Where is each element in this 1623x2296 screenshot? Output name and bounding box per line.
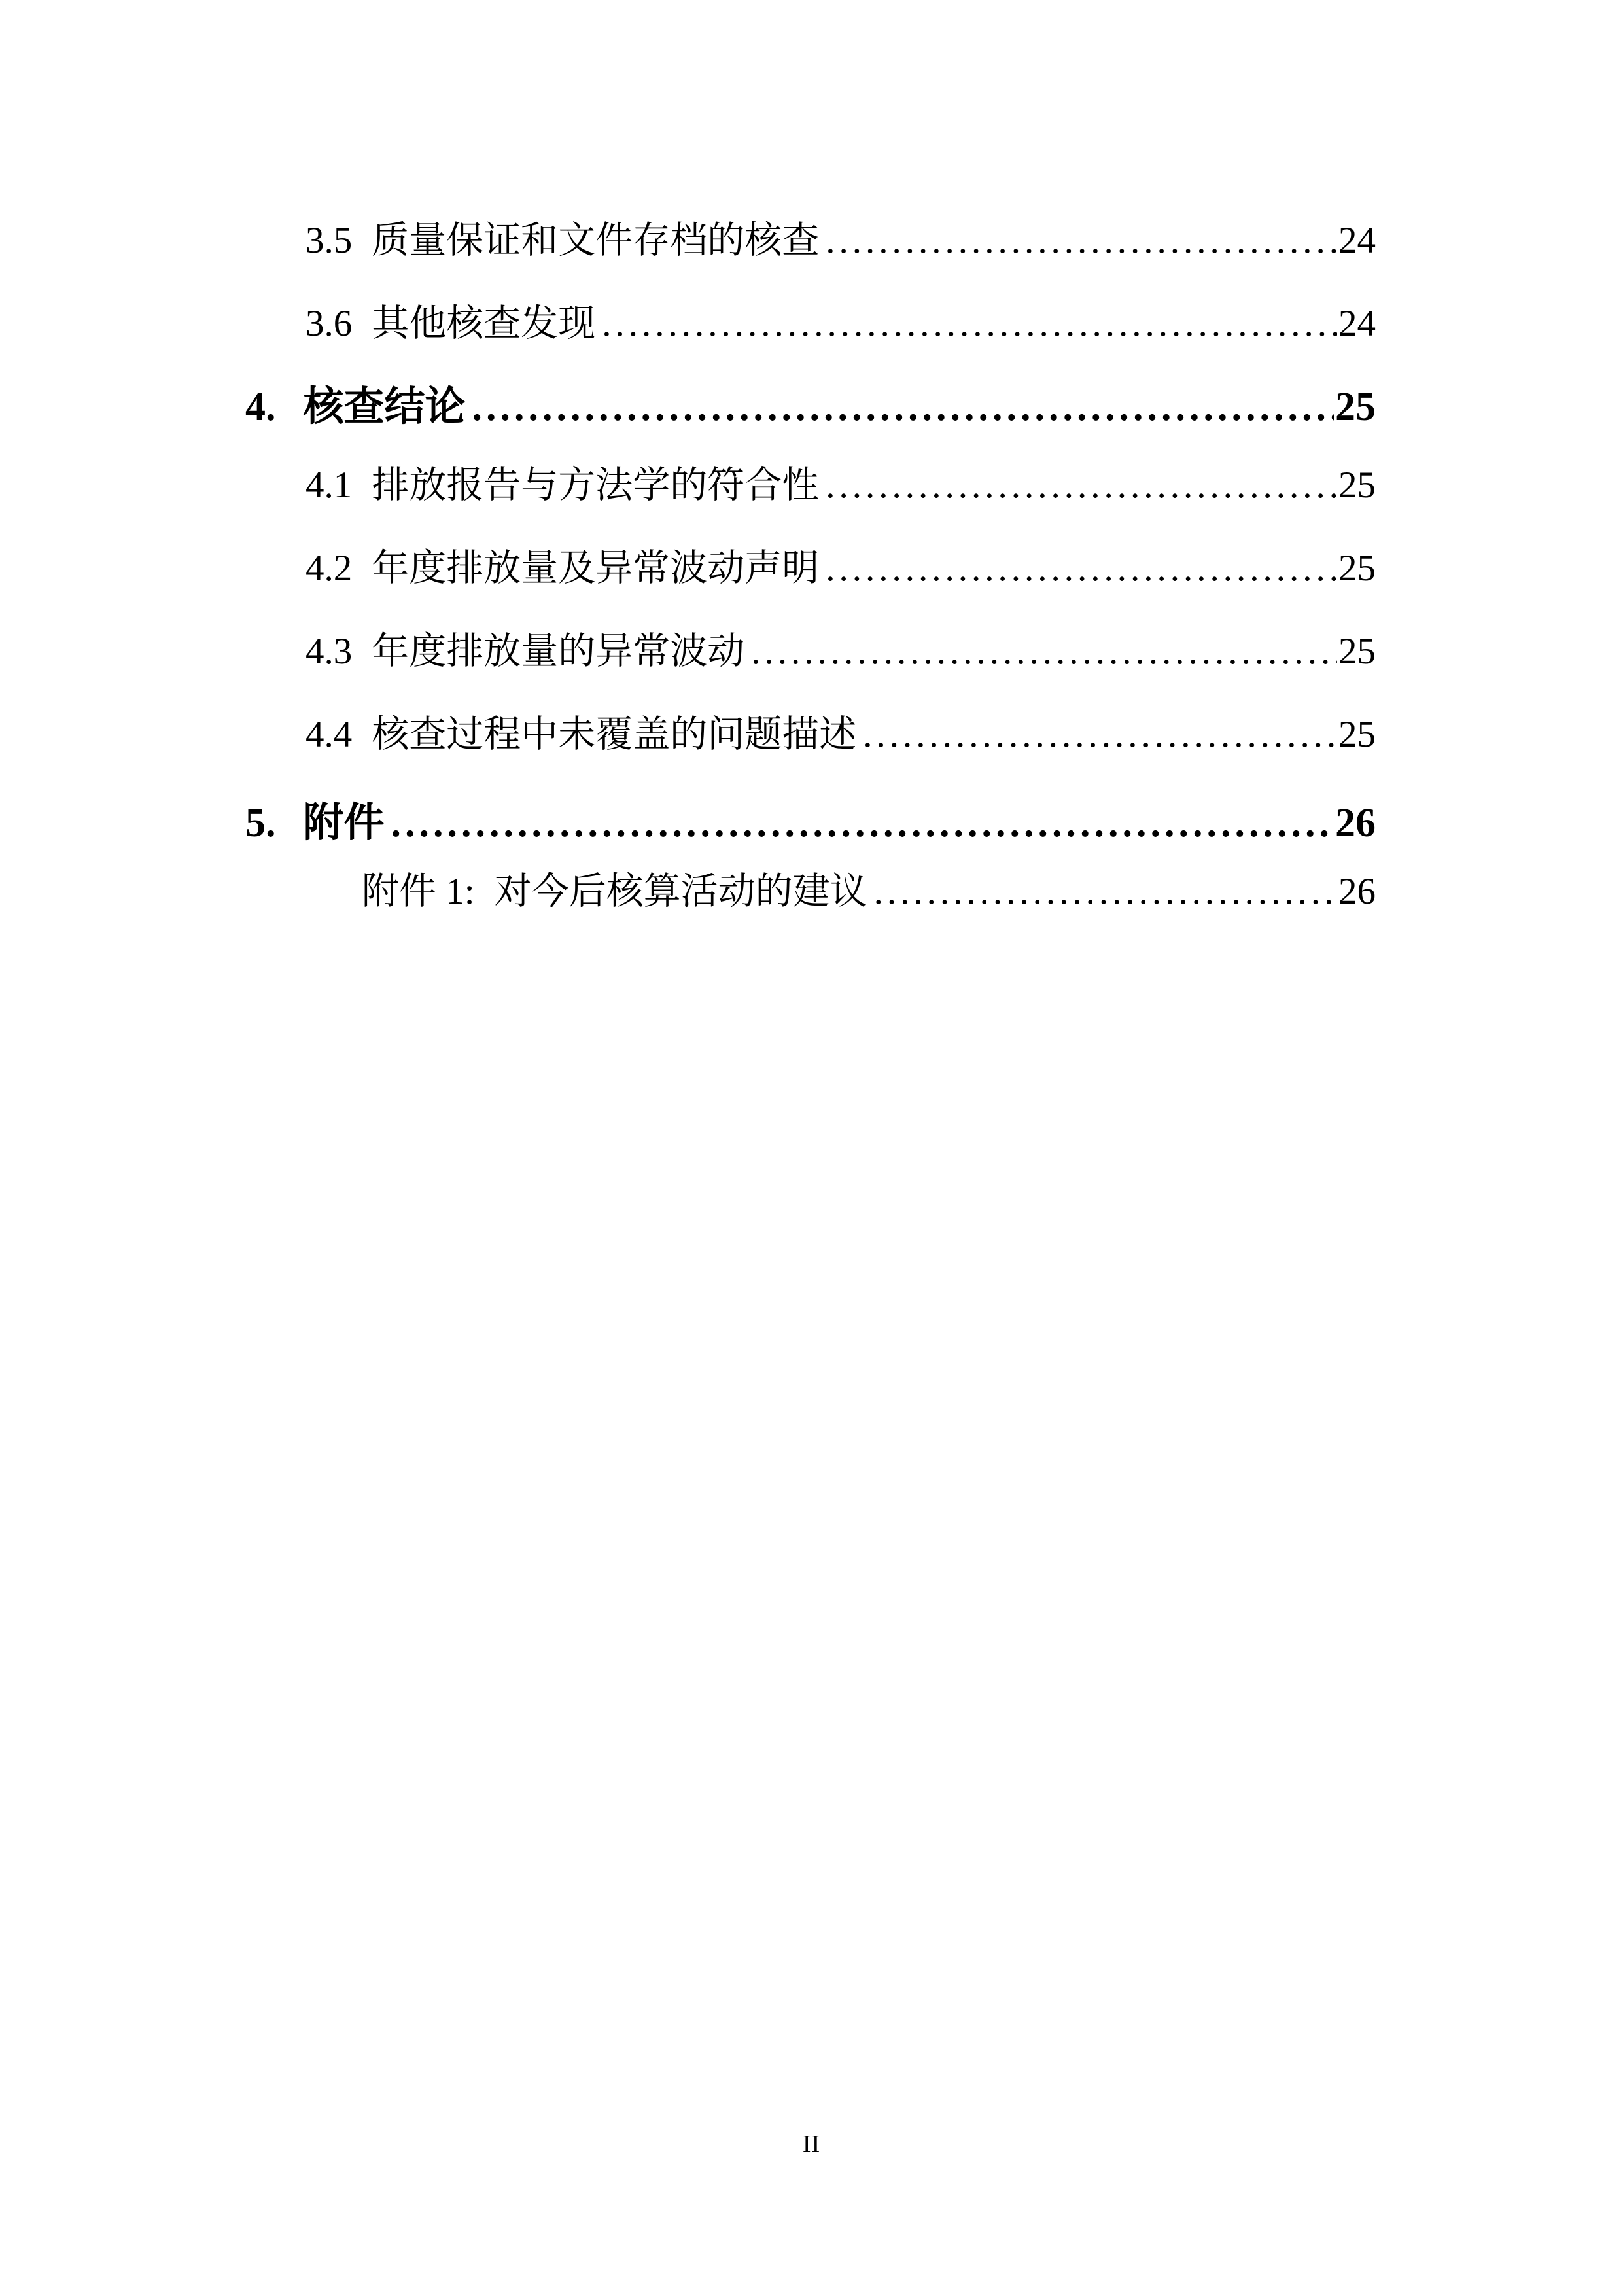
toc-entry-title: 质量保证和文件存档的核查 — [372, 220, 820, 261]
toc-entry-number: 5. — [245, 801, 276, 845]
toc-entry-number: 4.4 — [305, 714, 353, 755]
toc-entry-title: 核查结论 — [303, 385, 466, 429]
dot-leader — [751, 622, 1337, 681]
toc-entry-5[interactable] — [245, 794, 1376, 853]
toc-entry-number: 附件 1: — [362, 871, 475, 912]
toc-page-number: 25 — [1335, 385, 1376, 429]
table-of-contents — [245, 211, 1376, 921]
toc-page-number: 26 — [1338, 871, 1376, 912]
toc-entry-4-2[interactable] — [245, 539, 1376, 598]
toc-page-number: 24 — [1338, 220, 1376, 261]
toc-page-number: 25 — [1338, 548, 1376, 589]
toc-entry-title: 年度排放量及异常波动声明 — [372, 548, 820, 589]
toc-entry-title: 排放报告与方法学的符合性 — [372, 465, 820, 506]
toc-entry-number: 4.3 — [305, 631, 353, 672]
toc-entry-number: 3.5 — [305, 220, 353, 261]
toc-entry-4-4[interactable] — [245, 705, 1376, 764]
dot-leader — [391, 794, 1334, 853]
toc-entry-title: 对今后核算活动的建议 — [494, 871, 867, 912]
toc-entry-number: 4.1 — [305, 465, 353, 506]
toc-entry-3-6[interactable] — [245, 294, 1376, 353]
toc-page-number: 24 — [1338, 303, 1376, 344]
footer-page-number: II — [802, 2130, 821, 2158]
toc-page-number: 25 — [1338, 465, 1376, 506]
dot-leader — [874, 862, 1337, 921]
toc-page-number: 26 — [1335, 801, 1376, 845]
toc-entry-title: 其他核查发现 — [372, 303, 596, 344]
dot-leader — [826, 211, 1337, 270]
dot-leader — [863, 705, 1337, 764]
toc-page-number: 25 — [1338, 714, 1376, 755]
toc-entry-number: 3.6 — [305, 303, 353, 344]
toc-entry-appendix-1[interactable] — [245, 862, 1376, 921]
dot-leader — [826, 456, 1337, 515]
toc-entry-number: 4.2 — [305, 548, 353, 589]
page-footer — [0, 2128, 1623, 2161]
toc-entry-4-1[interactable] — [245, 456, 1376, 515]
dot-leader — [826, 539, 1337, 598]
dot-leader — [472, 378, 1334, 436]
toc-entry-title: 附件 — [303, 801, 385, 845]
toc-entry-3-5[interactable] — [245, 211, 1376, 270]
dot-leader — [602, 294, 1337, 353]
toc-entry-title: 核查过程中未覆盖的问题描述 — [372, 714, 857, 755]
toc-entry-4[interactable] — [245, 378, 1376, 436]
toc-entry-title: 年度排放量的异常波动 — [372, 631, 745, 672]
toc-page-number: 25 — [1338, 631, 1376, 672]
toc-entry-number: 4. — [245, 385, 276, 429]
toc-entry-4-3[interactable] — [245, 622, 1376, 681]
